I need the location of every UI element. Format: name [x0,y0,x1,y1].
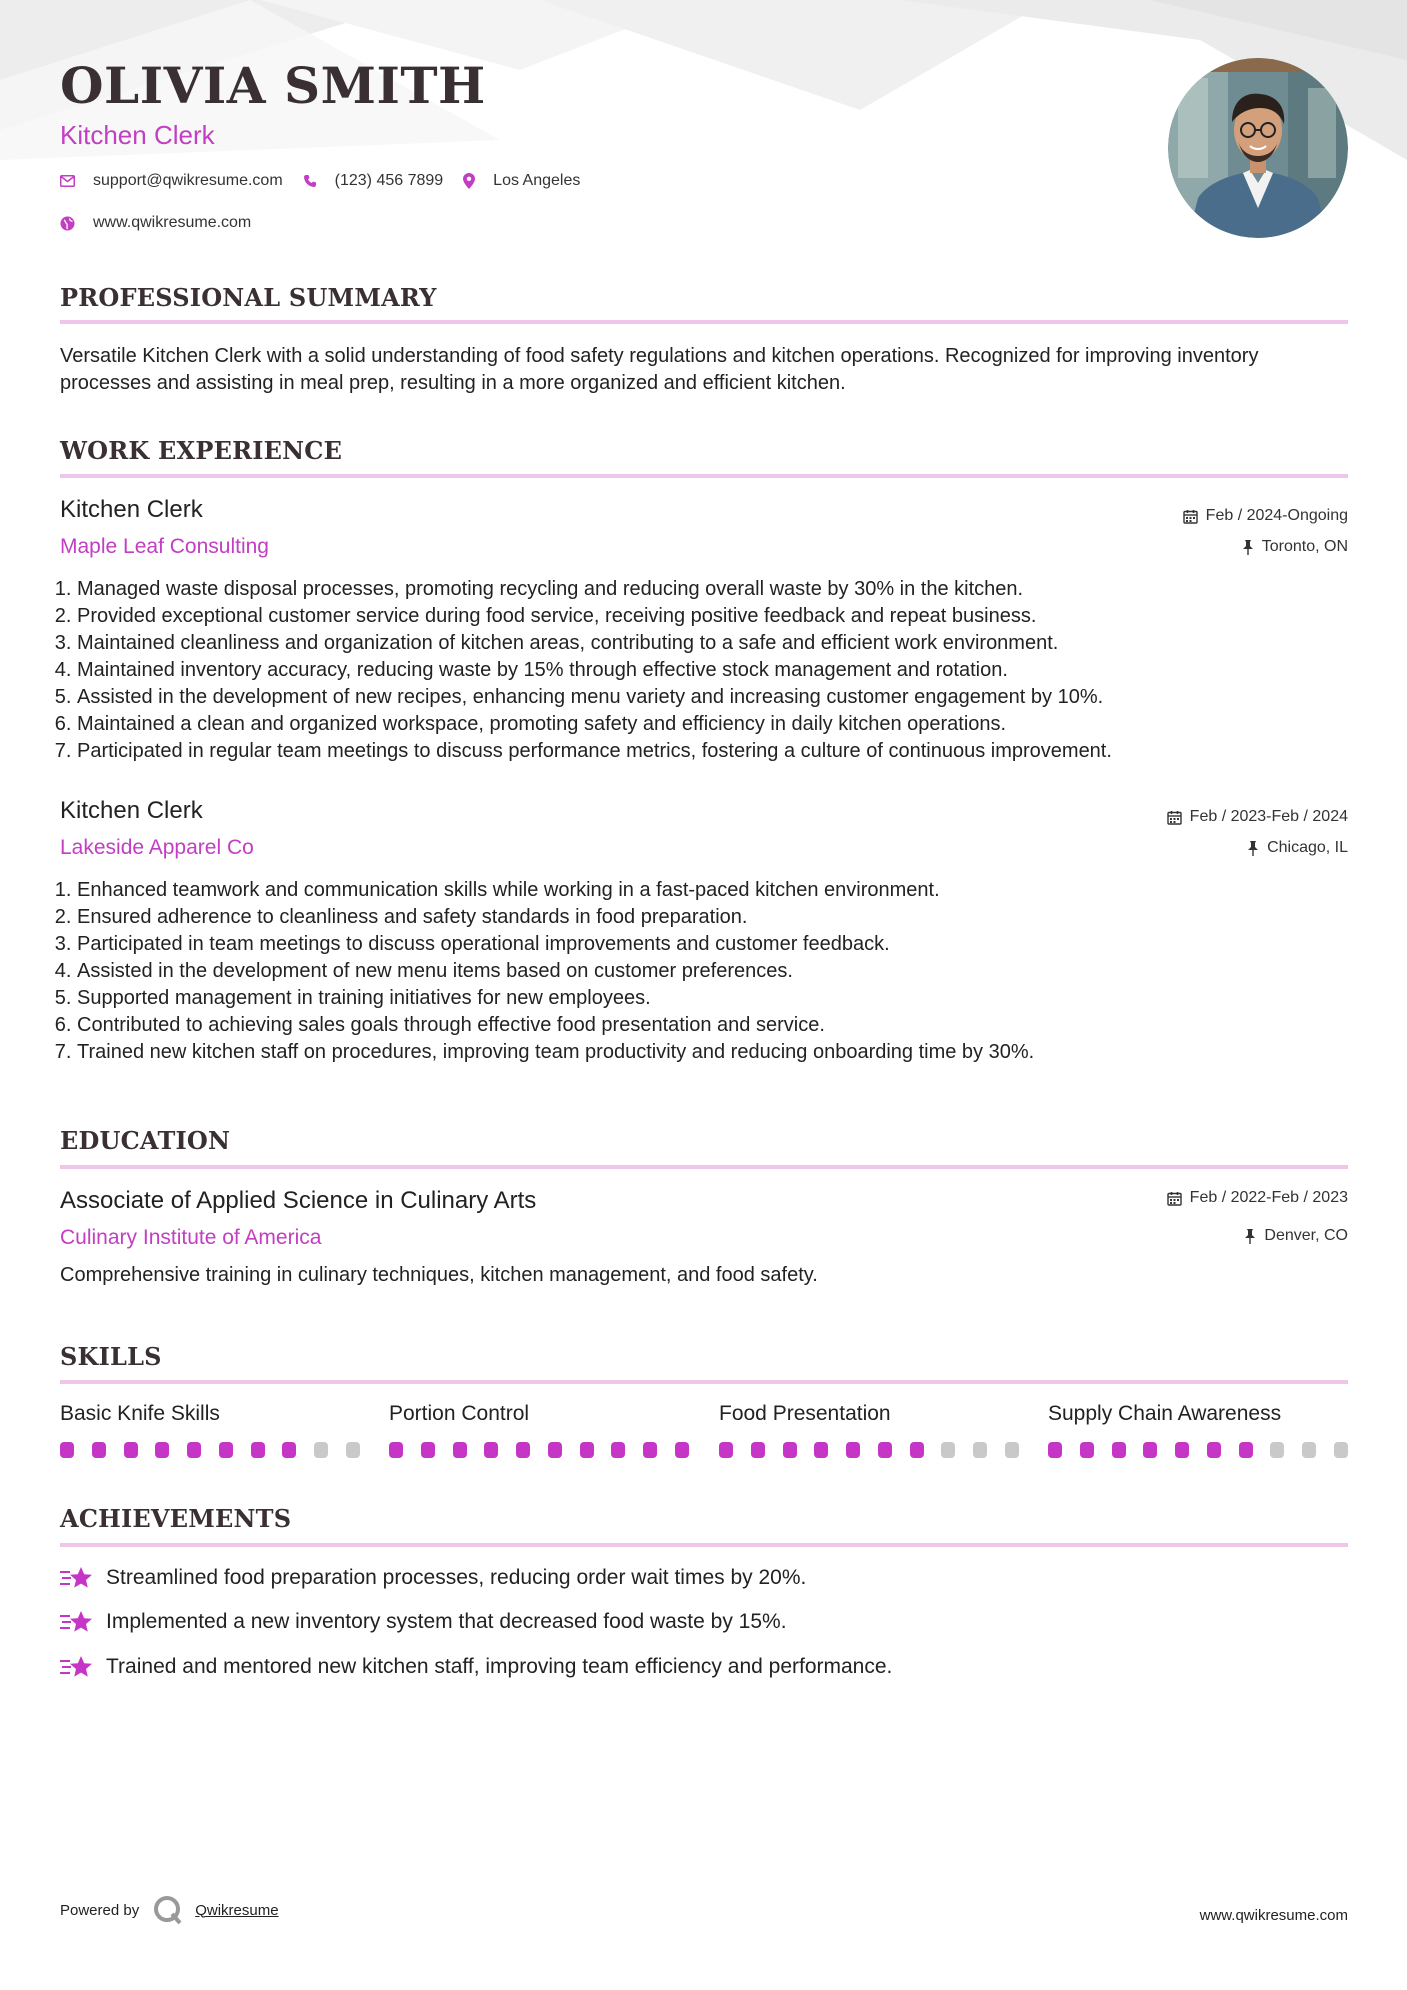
website-contact[interactable] [60,214,251,232]
qwikresume-logo-icon [153,1895,183,1925]
skill-dot-filled [1080,1442,1094,1458]
section-divider [60,320,1348,324]
pushpin-icon [1244,1229,1256,1244]
email-text: support@qwikresume.com [93,172,283,189]
skills-heading: SKILLS [60,1342,162,1371]
section-divider [60,1543,1348,1547]
candidate-name: OLIVIA SMITH [60,56,486,115]
job-dates-text: Feb / 2024-Ongoing [1205,507,1348,524]
skill-dot-empty [1302,1442,1316,1458]
skill-dot-filled [1175,1442,1189,1458]
skill-dot-filled [389,1442,403,1458]
achievement-text: Trained and mentored new kitchen staff, improving team efficiency and performance. [106,1655,893,1678]
education-dates [1167,1189,1348,1207]
skill-name: Portion Control [389,1402,530,1425]
school: Culinary Institute of America [60,1226,322,1249]
skill-dot-filled [282,1442,296,1458]
contact-row [60,172,600,190]
achievement-item [60,1610,787,1634]
skill-dot-empty [314,1442,328,1458]
skill-dot-filled [783,1442,797,1458]
website-text: www.qwikresume.com [93,214,252,231]
list-item: 3. Maintained cleanliness and organization of kitchen areas, contributing to a safe and efficient work environment. [77,630,1365,657]
skill-dot-filled [719,1442,733,1458]
skill-dot-filled [251,1442,265,1458]
skill-dot-filled [124,1442,138,1458]
job-location [1242,538,1348,556]
calendar-icon [1183,509,1198,524]
job-company: Lakeside Apparel Co [60,836,254,859]
education-dates-text: Feb / 2022-Feb / 2023 [1189,1189,1348,1206]
list-item: 4. Assisted in the development of new menu items based on customer preferences. [77,958,1365,985]
skill-item [60,1402,360,1458]
job-role: Kitchen Clerk [60,797,203,824]
list-item: 6. Maintained a clean and organized workspace, promoting safety and efficiency in daily kitchen operations. [77,711,1365,738]
skill-dot-filled [187,1442,201,1458]
brand-link[interactable]: Qwikresume [195,1901,279,1919]
skill-item [719,1402,1019,1458]
achievement-text: Streamlined food preparation processes, reducing order wait times by 20%. [106,1566,807,1589]
footer-powered-by [60,1895,279,1925]
list-item: 1. Enhanced teamwork and communication skills while working in a fast-paced kitchen environment. [77,877,1365,904]
skill-dot-filled [580,1442,594,1458]
skill-dot-filled [219,1442,233,1458]
skill-dot-empty [941,1442,955,1458]
job-bullets [60,576,1365,765]
job-company: Maple Leaf Consulting [60,535,269,558]
skill-name: Food Presentation [719,1402,891,1425]
job-location-text: Chicago, IL [1267,839,1348,856]
shooting-star-icon [60,1610,94,1634]
candidate-title: Kitchen Clerk [60,120,215,150]
skill-rating [719,1442,1019,1458]
skill-dot-filled [751,1442,765,1458]
list-item: 4. Maintained inventory accuracy, reducing waste by 15% through effective stock management and rotation. [77,657,1365,684]
summary-heading: PROFESSIONAL SUMMARY [60,283,437,312]
skill-dot-filled [846,1442,860,1458]
section-divider [60,1165,1348,1169]
achievement-text: Implemented a new inventory system that decreased food waste by 15%. [106,1610,787,1633]
skill-dot-filled [155,1442,169,1458]
skill-rating [1048,1442,1348,1458]
skill-rating [60,1442,360,1458]
list-item: 2. Provided exceptional customer service during food service, receiving positive feedback and repeat business. [77,603,1365,630]
list-item: 6. Contributed to achieving sales goals through effective food presentation and service. [77,1012,1365,1039]
list-item: 1. Managed waste disposal processes, promoting recycling and reducing overall waste by 30% in the kitchen. [77,576,1365,603]
skill-dot-filled [548,1442,562,1458]
location-contact [463,172,580,190]
skill-dot-filled [421,1442,435,1458]
skill-dot-filled [1207,1442,1221,1458]
phone-icon [303,174,317,188]
shooting-star-icon [60,1566,94,1590]
education-location-text: Denver, CO [1264,1227,1348,1244]
list-item: 7. Participated in regular team meetings to discuss performance metrics, fostering a culture of continuous improvement. [77,738,1365,765]
email-icon [60,175,75,187]
skill-dot-filled [1048,1442,1062,1458]
phone-text: (123) 456 7899 [334,172,444,189]
skill-item [389,1402,689,1458]
pushpin-icon [1247,841,1259,856]
skill-dot-filled [92,1442,106,1458]
location-text: Los Angeles [493,172,581,189]
education-location [1244,1227,1348,1245]
skill-dot-filled [453,1442,467,1458]
pushpin-icon [1242,540,1254,555]
achievement-item [60,1566,806,1590]
skill-dot-empty [1005,1442,1019,1458]
profile-photo [1168,58,1348,238]
achievement-item [60,1655,892,1679]
skill-dot-filled [643,1442,657,1458]
skill-dot-filled [1143,1442,1157,1458]
globe-icon [60,216,75,231]
skill-dot-filled [516,1442,530,1458]
achievements-heading: ACHIEVEMENTS [60,1504,292,1533]
email-contact[interactable] [60,172,283,190]
skill-dot-empty [1270,1442,1284,1458]
skill-dot-filled [484,1442,498,1458]
contact-row-2 [60,214,271,232]
skill-dot-filled [878,1442,892,1458]
job-role: Kitchen Clerk [60,496,203,523]
summary-text: Versatile Kitchen Clerk with a solid understanding of food safety regulations and kitchen operations. Recognized for improving inventory processes and assisting in meal prep, resulting in a more organized and efficient kitchen. [60,345,1259,394]
section-divider [60,1380,1348,1384]
section-divider [60,474,1348,478]
map-pin-icon [463,173,475,189]
skill-dot-filled [1112,1442,1126,1458]
skill-dot-filled [60,1442,74,1458]
skill-name: Basic Knife Skills [60,1402,220,1425]
skill-dot-empty [346,1442,360,1458]
list-item: 3. Participated in team meetings to discuss operational improvements and customer feedback. [77,931,1365,958]
calendar-icon [1167,1191,1182,1206]
footer-website[interactable]: www.qwikresume.com [1199,1907,1348,1924]
skill-dot-filled [910,1442,924,1458]
skill-dot-empty [973,1442,987,1458]
skill-dot-filled [814,1442,828,1458]
skill-dot-filled [675,1442,689,1458]
job-bullets [60,877,1365,1066]
list-item: 5. Supported management in training initiatives for new employees. [77,985,1365,1012]
skill-item [1048,1402,1348,1458]
job-dates [1183,507,1348,525]
skill-dot-filled [1239,1442,1253,1458]
degree: Associate of Applied Science in Culinary Arts [60,1187,537,1214]
powered-by-label: Powered by [60,1901,140,1919]
skill-dot-empty [1334,1442,1348,1458]
list-item: 7. Trained new kitchen staff on procedures, improving team productivity and reducing onboarding time by 30%. [77,1039,1365,1066]
skill-dot-filled [611,1442,625,1458]
list-item: 2. Ensured adherence to cleanliness and safety standards in food preparation. [77,904,1365,931]
job-location-text: Toronto, ON [1261,538,1348,555]
skill-rating [389,1442,689,1458]
job-location [1247,839,1348,857]
experience-heading: WORK EXPERIENCE [60,436,343,465]
job-dates-text: Feb / 2023-Feb / 2024 [1189,808,1348,825]
education-heading: EDUCATION [60,1126,231,1155]
education-description: Comprehensive training in culinary techniques, kitchen management, and food safety. [60,1264,818,1286]
skill-name: Supply Chain Awareness [1048,1402,1282,1425]
calendar-icon [1167,810,1182,825]
job-dates [1167,808,1348,826]
shooting-star-icon [60,1655,94,1679]
phone-contact[interactable] [303,172,444,190]
list-item: 5. Assisted in the development of new recipes, enhancing menu variety and increasing customer engagement by 10%. [77,684,1365,711]
